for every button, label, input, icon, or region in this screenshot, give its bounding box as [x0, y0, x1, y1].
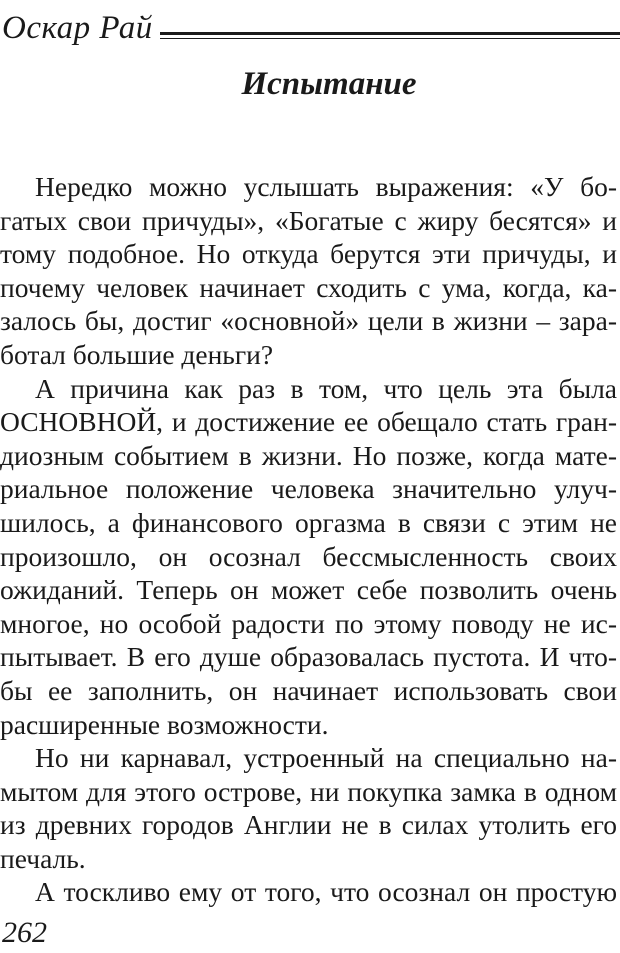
text-line: шилось, а финансового оргазма в связи с этим не	[0, 506, 617, 538]
text-line: Но ни карнавал, устроенный на специально на-	[35, 742, 617, 774]
body-text	[0, 170, 617, 909]
text-line: ожиданий. Теперь он может себе позволить очень	[0, 574, 617, 606]
text-line: пытывает. В его душе образовалась пустота. И что-	[0, 641, 617, 673]
text-line: печаль.	[0, 842, 86, 874]
text-line: ботал большие деньги?	[0, 338, 274, 370]
text-line: тому подобное. Но откуда берутся эти причуды, и	[0, 238, 617, 270]
chapter-title: Испытание	[241, 66, 417, 102]
header-rule	[160, 32, 620, 39]
text-line: А причина как раз в том, что цель эта была	[35, 372, 617, 404]
text-line: Нередко можно услышать выражения: «У бо-	[35, 171, 617, 202]
text-line: ОСНОВНОЙ, и достижение ее обещало стать гран-	[0, 406, 617, 438]
text-line: бы ее заполнить, он начинает использовать свои	[0, 674, 617, 706]
header-rule-thick	[160, 32, 620, 35]
author-name: Оскар Рай	[2, 10, 153, 46]
text-line: риальное положение человека значительно улуч-	[0, 473, 617, 505]
text-line: многое, но особой радости по этому поводу не ис-	[0, 607, 617, 639]
text-line: расширенные возможности.	[0, 708, 329, 740]
text-line: гатых свои причуды», «Богатые с жиру бесятся» и	[0, 204, 617, 236]
text-line: А тоскливо ему от того, что осознал он простую	[35, 876, 617, 908]
text-line: мытом для этого острове, ни покупка замка в одном	[0, 775, 617, 807]
text-line: из древних городов Англии не в силах утолить его	[0, 809, 617, 841]
text-line: залось бы, достиг «основной» цели в жизни – зара-	[0, 305, 617, 337]
header-rule-thin	[160, 38, 620, 39]
text-line: почему человек начинает сходить с ума, когда, ка-	[0, 271, 617, 303]
text-line: диозным событием в жизни. Но позже, когда мате-	[0, 439, 617, 471]
page-number: 262	[2, 916, 47, 949]
running-header	[0, 0, 620, 56]
text-line: произошло, он осознал бессмысленность своих	[0, 540, 617, 572]
